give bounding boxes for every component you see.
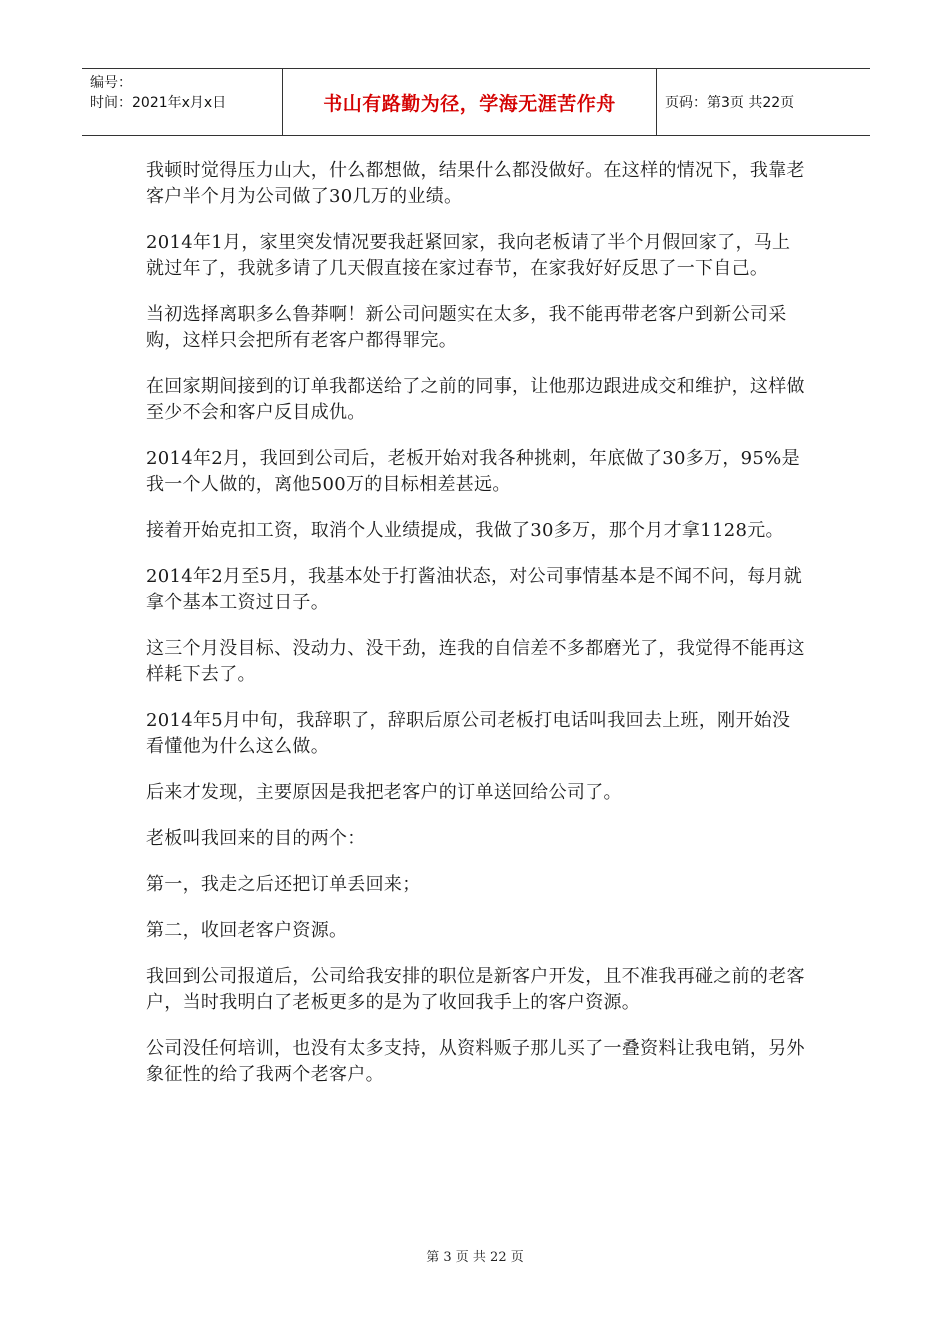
document-date: 时间：2021年x月x日 bbox=[90, 95, 227, 111]
document-header bbox=[82, 68, 870, 136]
paragraph: 我顿时觉得压力山大，什么都想做，结果什么都没做好。在这样的情况下，我靠老客户半个月为公司做了30几万的业绩。 bbox=[146, 160, 805, 207]
paragraph: 2014年5月中旬，我辞职了，辞职后原公司老板打电话叫我回去上班，刚开始没看懂他为什么这么做。 bbox=[146, 710, 791, 757]
header-meta bbox=[82, 69, 282, 135]
paragraph: 2014年1月，家里突发情况要我赶紧回家，我向老板请了半个月假回家了，马上就过年了，我就多请了几天假直接在家过春节，在家我好好反思了一下自己。 bbox=[146, 232, 791, 279]
paragraph: 第二，收回老客户资源。 bbox=[146, 920, 348, 941]
paragraph: 2014年2月，我回到公司后，老板开始对我各种挑刺，年底做了30多万，95%是我一个人做的，离他500万的目标相差甚远。 bbox=[146, 448, 800, 495]
paragraph: 当初选择离职多么鲁莽啊！新公司问题实在太多，我不能再带老客户到新公司采购，这样只会把所有老客户都得罪完。 bbox=[146, 304, 787, 351]
header-motto: 书山有路勤为径，学海无涯苦作舟 bbox=[282, 69, 657, 135]
paragraph: 这三个月没目标、没动力、没干劲，连我的自信差不多都磨光了，我觉得不能再这样耗下去了。 bbox=[146, 638, 805, 685]
paragraph: 公司没任何培训，也没有太多支持，从资料贩子那儿买了一叠资料让我电销，另外象征性的给了我两个老客户。 bbox=[146, 1038, 805, 1085]
paragraph: 我回到公司报道后，公司给我安排的职位是新客户开发，且不准我再碰之前的老客户，当时我明白了老板更多的是为了收回我手上的客户资源。 bbox=[146, 966, 805, 1013]
document-body bbox=[146, 158, 806, 1108]
paragraph: 在回家期间接到的订单我都送给了之前的同事，让他那边跟进成交和维护，这样做至少不会和客户反目成仇。 bbox=[146, 376, 805, 423]
paragraph: 老板叫我回来的目的两个： bbox=[146, 828, 366, 849]
page-footer: 第 3 页 共 22 页 bbox=[426, 1250, 524, 1265]
paragraph: 后来才发现，主要原因是我把老客户的订单送回给公司了。 bbox=[146, 782, 622, 803]
header-page-info: 页码：第3页 共22页 bbox=[665, 95, 795, 111]
paragraph: 第一，我走之后还把订单丢回来； bbox=[146, 874, 421, 895]
paragraph: 接着开始克扣工资，取消个人业绩提成，我做了30多万，那个月才拿1128元。 bbox=[146, 520, 784, 541]
paragraph: 2014年2月至5月，我基本处于打酱油状态，对公司事情基本是不闻不问，每月就拿个基本工资过日子。 bbox=[146, 566, 803, 613]
document-number-label: 编号： bbox=[90, 75, 132, 91]
